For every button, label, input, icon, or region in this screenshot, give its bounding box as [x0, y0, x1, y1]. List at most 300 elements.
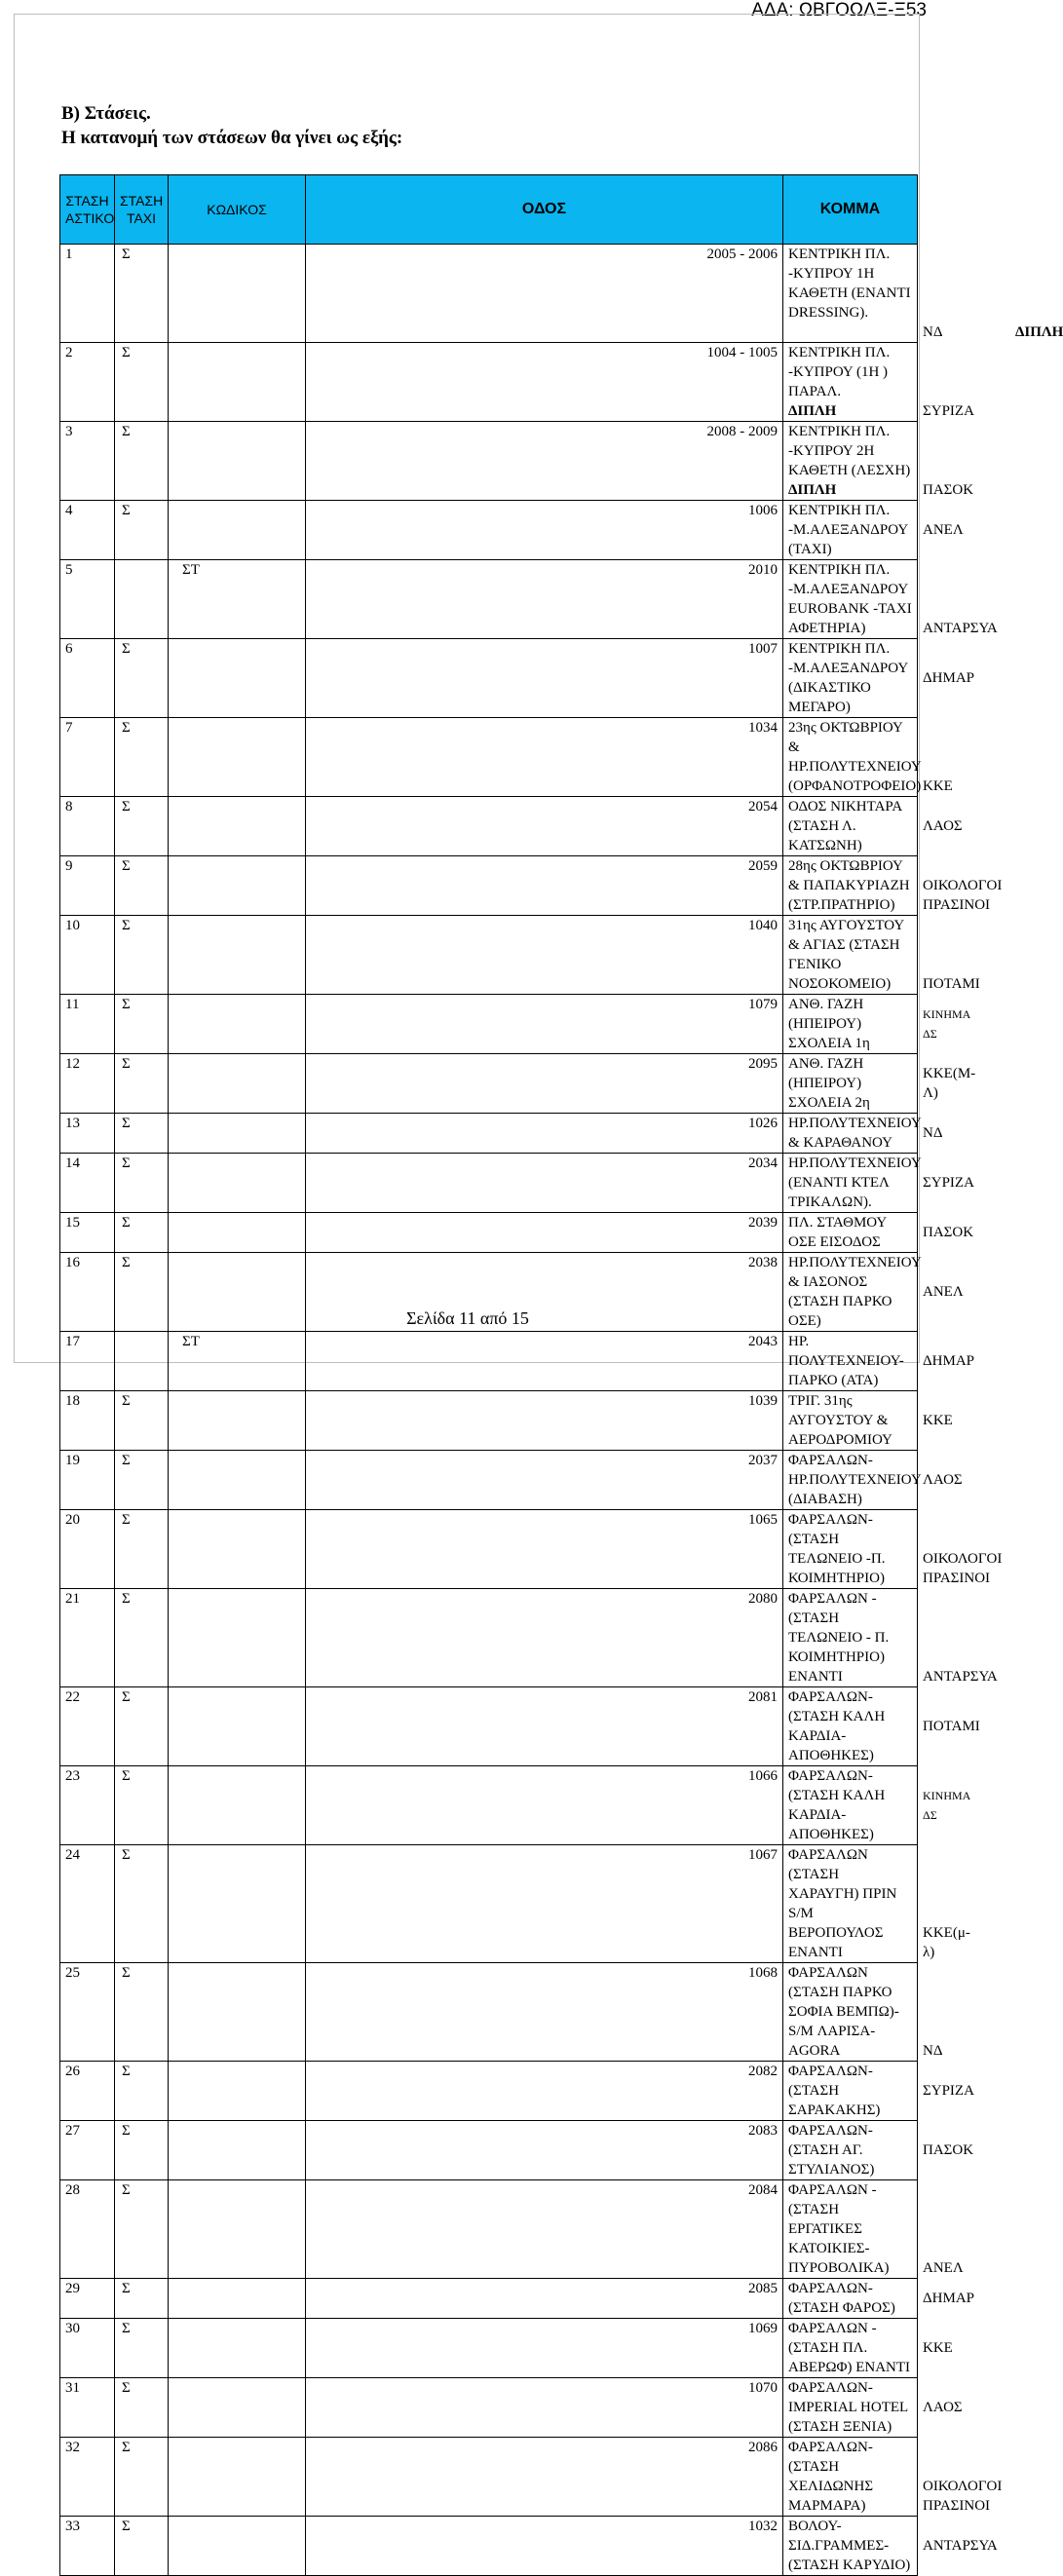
party-cell-text: ΑΝΕΛ — [923, 1284, 964, 1300]
street-cell — [783, 1589, 918, 1687]
code-cell — [306, 2121, 783, 2180]
party-cell-text: ΑΝΕΛ — [923, 522, 964, 538]
row-number-cell — [60, 1510, 115, 1589]
table-header-row — [60, 175, 918, 245]
stasi-astiko-cell — [115, 2062, 169, 2121]
code-cell-text: 1040 — [748, 918, 778, 933]
stasi-taxi-cell — [169, 1154, 306, 1213]
row-number-cell-text: 4 — [65, 503, 73, 518]
code-cell-text: 1026 — [748, 1116, 778, 1131]
code-cell-text: 2086 — [748, 2440, 778, 2455]
row-number-cell — [60, 856, 115, 916]
party-cell-text: ΣΥΡΙΖΑ — [923, 403, 974, 419]
party-cell-text: ΠΑΣΟΚ — [923, 482, 974, 498]
street-cell — [783, 1510, 918, 1589]
street-cell-text: ΑΝΘ. ΓΑΖΗ (ΗΠΕΙΡΟΥ) ΣΧΟΛΕΙΑ 1η — [788, 997, 870, 1051]
stasi-astiko-cell-text: Σ — [122, 2321, 131, 2336]
code-cell — [306, 2279, 783, 2319]
table-row — [60, 1589, 918, 1687]
stasi-astiko-cell — [115, 1845, 169, 1963]
table-row — [60, 560, 918, 639]
code-cell — [306, 1332, 783, 1391]
row-number-cell — [60, 2279, 115, 2319]
table-body — [60, 245, 1063, 2576]
header-stasi-taxi: ΣΤΑΣΗ ΤΑΧΙ — [115, 175, 169, 245]
street-cell-text: ΦΑΡΣΑΛΩΝ- (ΣΤΑΣΗ ΚΑΛΗ ΚΑΡΔΙΑ- ΑΠΟΘΗΚΕΣ) — [788, 1768, 886, 1842]
party-cell-text: ΠΟΤΑΜΙ — [923, 976, 980, 992]
street-cell — [783, 2517, 918, 2576]
header-stasi-astiko: ΣΤΑΣΗ ΑΣΤΙΚΟ — [60, 175, 115, 245]
row-number-cell — [60, 639, 115, 718]
street-cell — [783, 797, 918, 856]
party-cell-text: ΛΑΟΣ — [923, 1472, 963, 1488]
stasi-taxi-cell — [169, 639, 306, 718]
code-cell — [306, 2517, 783, 2576]
code-cell-text: 2085 — [748, 2281, 778, 2296]
code-cell-text: 1068 — [748, 1965, 778, 1981]
table-row — [60, 343, 918, 422]
street-cell — [783, 1154, 922, 1213]
stasi-taxi-cell — [169, 2121, 306, 2180]
table-row — [60, 1213, 918, 1253]
party-cell-text: ΠΑΣΟΚ — [923, 1225, 974, 1240]
party-cell-text: ΠΑΣΟΚ — [923, 2142, 974, 2158]
row-number-cell — [60, 1391, 115, 1451]
stasi-astiko-cell-text: Σ — [122, 2380, 131, 2396]
stasi-taxi-cell-text: ΣΤ — [182, 1334, 200, 1349]
code-cell-text: 2037 — [748, 1453, 778, 1468]
street-cell — [783, 1213, 918, 1253]
stasi-astiko-cell-text: Σ — [122, 1689, 131, 1705]
code-cell — [306, 1845, 783, 1963]
street-cell — [783, 2062, 918, 2121]
street-cell — [783, 2180, 918, 2279]
street-cell-text: ΦΑΡΣΑΛΩΝ-IMPERIAL HOTEL (ΣΤΑΣΗ ΞΕΝΙΑ) — [788, 2380, 908, 2435]
stasi-astiko-cell — [115, 856, 169, 916]
stasi-taxi-cell — [169, 718, 306, 797]
street-cell — [783, 1451, 922, 1510]
row-number-cell — [60, 2378, 115, 2438]
stasi-astiko-cell — [115, 2180, 169, 2279]
stasi-taxi-cell — [169, 1510, 306, 1589]
stasi-taxi-cell — [169, 1054, 306, 1114]
code-cell-text: 1007 — [748, 641, 778, 657]
code-cell — [306, 856, 783, 916]
row-number-cell — [60, 718, 115, 797]
code-cell-text: 2043 — [748, 1334, 778, 1349]
code-cell — [306, 2319, 783, 2378]
stasi-astiko-cell — [115, 1114, 169, 1154]
code-cell-text: 1079 — [748, 997, 778, 1012]
stasi-astiko-cell — [115, 2319, 169, 2378]
table-row — [60, 1054, 918, 1114]
row-number-cell-text: 27 — [65, 2123, 80, 2139]
code-cell — [306, 1114, 783, 1154]
stasi-taxi-cell — [169, 1391, 306, 1451]
stasi-astiko-cell — [115, 639, 169, 718]
stasi-astiko-cell — [115, 916, 169, 995]
street-cell — [783, 856, 918, 916]
header-odos: ΟΔΟΣ — [306, 175, 783, 245]
party-cell-text: ΑΝΤΑΡΣΥΑ — [923, 2538, 998, 2554]
row-number-cell-text: 8 — [65, 799, 73, 814]
row-number-cell-text: 7 — [65, 720, 73, 736]
party-cell-text: ΔΗΜΑΡ — [923, 670, 974, 686]
party-cell-text: ΚΚΕ — [923, 1413, 953, 1428]
party-cell-text: ΚΙΝΗΜΑ ΔΣ — [923, 1007, 970, 1041]
stasi-astiko-cell — [115, 1451, 169, 1510]
street-cell-text: ΦΑΡΣΑΛΩΝ- (ΣΤΑΣΗ ΦΑΡΟΣ) — [788, 2281, 895, 2316]
street-note-double: ΔΙΠΛΗ — [788, 482, 837, 498]
stasi-astiko-cell — [115, 1054, 169, 1114]
code-cell — [306, 1589, 783, 1687]
stasi-astiko-cell-text: Σ — [122, 1155, 131, 1171]
stasi-astiko-cell-text: Σ — [122, 345, 131, 360]
party-cell-text: ΔΗΜΑΡ — [923, 1353, 974, 1369]
row-number-cell-text: 29 — [65, 2281, 80, 2296]
stasi-astiko-cell — [115, 1963, 169, 2062]
table-row — [60, 501, 918, 560]
street-cell-text: ΦΑΡΣΑΛΩΝ - (ΣΤΑΣΗ ΤΕΛΩΝΕΙΟ - Π. ΚΟΙΜΗΤΗΡΙΟ) ΕΝΑΝΤΙ — [788, 1591, 890, 1685]
street-cell-text: 23ης ΟΚΤΩΒΡΙΟΥ & ΗΡ.ΠΟΛΥΤΕΧΝΕΙΟΥ (ΟΡΦΑΝΟΤΡΟΦΕΙΟ) — [788, 720, 922, 794]
code-cell — [306, 797, 783, 856]
street-cell-text: ΚΕΝΤΡΙΚΗ ΠΛ. -ΚΥΠΡΟΥ 1Η ΚΑΘΕΤΗ (ΕΝΑΝΤΙ DRESSING). — [788, 246, 911, 321]
party-cell-text: ΟΙΚΟΛΟΓΟΙ ΠΡΑΣΙΝΟΙ — [923, 1551, 1003, 1586]
party-cell-text: ΟΙΚΟΛΟΓΟΙ ΠΡΑΣΙΝΟΙ — [923, 878, 1003, 913]
code-cell — [306, 245, 783, 343]
table-row — [60, 422, 918, 501]
stasi-astiko-cell-text: Σ — [122, 918, 131, 933]
stasi-astiko-cell-text: Σ — [122, 1768, 131, 1784]
party-cell-text: ΝΔ — [923, 324, 943, 340]
stasi-taxi-cell — [169, 2180, 306, 2279]
street-cell-text: ΚΕΝΤΡΙΚΗ ΠΛ. -Μ.ΑΛΕΞΑΝΔΡΟΥ (ΔΙΚΑΣΤΙΚΟ ΜΕΓΑΡΟ) — [788, 641, 908, 715]
row-number-cell — [60, 2517, 115, 2576]
stasi-astiko-cell — [115, 1154, 169, 1213]
stasi-astiko-cell-text: Σ — [122, 1215, 131, 1231]
code-cell — [306, 1391, 783, 1451]
row-number-cell-text: 15 — [65, 1215, 80, 1231]
street-cell-text: ΗΡ.ΠΟΛΥΤΕΧΝΕΙΟΥ (ΕΝΑΝΤΙ ΚΤΕΛ ΤΡΙΚΑΛΩΝ). — [788, 1155, 922, 1210]
code-cell-text: 1066 — [748, 1768, 778, 1784]
table-row — [60, 1687, 918, 1766]
stasi-taxi-cell — [169, 2062, 306, 2121]
section-subtitle: Η κατανομή των στάσεων θα γίνει ως εξής: — [61, 128, 403, 148]
street-cell — [783, 2279, 918, 2319]
row-number-cell-text: 19 — [65, 1453, 80, 1468]
stasi-astiko-cell-text: Σ — [122, 1847, 131, 1863]
street-cell-text: ΦΑΡΣΑΛΩΝ-(ΣΤΑΣΗ ΑΓ. ΣΤΥΛΙΑΝΟΣ) — [788, 2123, 875, 2178]
party-cell-text: ΣΥΡΙΖΑ — [923, 2083, 974, 2099]
row-number-cell-text: 33 — [65, 2519, 80, 2534]
stasi-astiko-cell — [115, 2121, 169, 2180]
row-number-cell-text: 32 — [65, 2440, 80, 2455]
stasi-taxi-cell — [169, 2378, 306, 2438]
code-cell-text: 2095 — [748, 1056, 778, 1072]
stasi-astiko-cell-text: Σ — [122, 1965, 131, 1981]
stasi-astiko-cell-text: Σ — [122, 1255, 131, 1270]
stasi-astiko-cell — [115, 2517, 169, 2576]
party-cell-text: ΚΚΕ — [923, 778, 953, 794]
code-cell — [306, 2062, 783, 2121]
row-number-cell — [60, 2062, 115, 2121]
street-cell-text: ΗΡ.ΠΟΛΥΤΕΧΝΕΙΟΥ & ΙΑΣΟΝΟΣ (ΣΤΑΣΗ ΠΑΡΚΟ ΟΣΕ) — [788, 1255, 922, 1329]
stasi-astiko-cell — [115, 1391, 169, 1451]
code-cell-text: 1067 — [748, 1847, 778, 1863]
row-number-cell — [60, 916, 115, 995]
table-row — [60, 639, 918, 718]
party-cell-text: ΝΔ — [923, 1125, 943, 1141]
table-row — [60, 2062, 918, 2121]
code-cell-text: 2081 — [748, 1689, 778, 1705]
row-number-cell — [60, 245, 115, 343]
code-cell-text: 2054 — [748, 799, 778, 814]
street-note-double: ΔΙΠΛΗ — [788, 403, 837, 419]
stasi-astiko-cell-text: Σ — [122, 246, 131, 262]
stasi-astiko-cell — [115, 1332, 169, 1391]
row-number-cell — [60, 2180, 115, 2279]
row-number-cell — [60, 1054, 115, 1114]
stasi-astiko-cell — [115, 343, 169, 422]
party-cell-text: ΚΚΕ(Μ-Λ) — [923, 1066, 976, 1101]
code-cell-text: 2082 — [748, 2064, 778, 2079]
table-row — [60, 1510, 918, 1589]
street-cell-text: ΦΑΡΣΑΛΩΝ-(ΣΤΑΣΗ ΚΑΛΗ ΚΑΡΔΙΑ- ΑΠΟΘΗΚΕΣ) — [788, 1689, 886, 1763]
stasi-astiko-cell — [115, 2438, 169, 2517]
party-cell-text: ΑΝΤΑΡΣΥΑ — [923, 1669, 998, 1685]
code-cell — [306, 2438, 783, 2517]
row-number-cell-text: 5 — [65, 562, 73, 578]
row-number-cell — [60, 501, 115, 560]
stasi-taxi-cell — [169, 343, 306, 422]
stasi-taxi-cell — [169, 1332, 306, 1391]
code-cell-text: 1065 — [748, 1512, 778, 1528]
row-number-cell — [60, 1589, 115, 1687]
street-cell-text: ΦΑΡΣΑΛΩΝ- (ΣΤΑΣΗ ΧΕΛΙΔΩΝΗΣ ΜΑΡΜΑΡΑ) — [788, 2440, 874, 2514]
table-row — [60, 245, 918, 343]
street-cell-text: ΦΑΡΣΑΛΩΝ- ΗΡ.ΠΟΛΥΤΕΧΝΕΙΟΥ (ΔΙΑΒΑΣΗ) — [788, 1453, 922, 1507]
row-number-cell — [60, 1114, 115, 1154]
code-cell — [306, 1154, 783, 1213]
stasi-taxi-cell — [169, 1213, 306, 1253]
stasi-astiko-cell — [115, 1213, 169, 1253]
row-number-cell — [60, 1687, 115, 1766]
stasi-astiko-cell-text: Σ — [122, 2281, 131, 2296]
code-cell — [306, 1766, 783, 1845]
stasi-taxi-cell — [169, 2438, 306, 2517]
stasi-astiko-cell-text: Σ — [122, 1591, 131, 1607]
stops-table — [59, 174, 1063, 2576]
stasi-astiko-cell — [115, 1589, 169, 1687]
party-cell-text: ΝΔ — [923, 2043, 943, 2059]
stasi-astiko-cell-text: Σ — [122, 2182, 131, 2198]
row-number-cell-text: 1 — [65, 246, 73, 262]
code-cell — [306, 995, 783, 1054]
code-cell — [306, 1213, 783, 1253]
code-cell-text: 2084 — [748, 2182, 778, 2198]
stasi-astiko-cell — [115, 1687, 169, 1766]
party-cell-text: ΠΟΤΑΜΙ — [923, 1719, 980, 1734]
row-number-cell — [60, 1766, 115, 1845]
row-number-cell — [60, 1213, 115, 1253]
row-number-cell-text: 28 — [65, 2182, 80, 2198]
table-row — [60, 2279, 918, 2319]
street-cell — [783, 343, 918, 422]
row-number-cell-text: 21 — [65, 1591, 80, 1607]
stasi-astiko-cell — [115, 501, 169, 560]
row-number-cell-text: 12 — [65, 1056, 80, 1072]
street-cell — [783, 501, 918, 560]
row-number-cell-text: 25 — [65, 1965, 80, 1981]
stasi-astiko-cell-text: Σ — [122, 2440, 131, 2455]
stasi-astiko-cell-text: Σ — [122, 1453, 131, 1468]
row-number-cell — [60, 2438, 115, 2517]
row-number-cell-text: 6 — [65, 641, 73, 657]
stasi-astiko-cell-text: Σ — [122, 641, 131, 657]
stasi-taxi-cell — [169, 2517, 306, 2576]
stasi-taxi-cell — [169, 1845, 306, 1963]
party-cell-text: ΣΥΡΙΖΑ — [923, 1175, 974, 1191]
header-komma: ΚΟΜΜΑ — [783, 175, 918, 245]
stasi-taxi-cell — [169, 2319, 306, 2378]
table-row — [60, 797, 918, 856]
stasi-taxi-cell — [169, 1963, 306, 2062]
code-cell-text: 1034 — [748, 720, 778, 736]
stasi-astiko-cell — [115, 2378, 169, 2438]
street-cell-text: ΗΡ.ΠΟΛΥΤΕΧΝΕΙΟΥ & ΚΑΡΑΘΑΝΟΥ — [788, 1116, 922, 1151]
street-cell-text: 31ης ΑΥΓΟΥΣΤΟΥ & ΑΓΙΑΣ (ΣΤΑΣΗ ΓΕΝΙΚΟ ΝΟΣΟΚΟΜΕΙΟ) — [788, 918, 904, 992]
street-cell — [783, 422, 918, 501]
row-number-cell-text: 3 — [65, 424, 73, 439]
stasi-astiko-cell — [115, 718, 169, 797]
street-cell-text: ΚΕΝΤΡΙΚΗ ΠΛ. -Μ.ΑΛΕΞΑΝΔΡΟΥ EUROBANK -TAXI ΑΦΕΤΗΡΙΑ) — [788, 562, 912, 636]
stasi-astiko-cell — [115, 2279, 169, 2319]
stasi-astiko-cell-text: Σ — [122, 720, 131, 736]
party-cell-text: ΟΙΚΟΛΟΓΟΙ ΠΡΑΣΙΝΟΙ — [923, 2479, 1003, 2514]
row-number-cell — [60, 1154, 115, 1213]
code-cell-text: 1070 — [748, 2380, 778, 2396]
stasi-astiko-cell-text: Σ — [122, 1393, 131, 1409]
stasi-astiko-cell-text: Σ — [122, 2519, 131, 2534]
code-cell-text: 2039 — [748, 1215, 778, 1231]
street-cell-text: ΤΡΙΓ. 31ης ΑΥΓΟΥΣΤΟΥ & ΑΕΡΟΔΡΟΜΙΟΥ — [788, 1393, 892, 1448]
table-row — [60, 2180, 918, 2279]
stasi-astiko-cell-text: Σ — [122, 1116, 131, 1131]
table-row — [60, 1114, 918, 1154]
row-number-cell-text: 23 — [65, 1768, 80, 1784]
party-cell-text: ΚΚΕ — [923, 2340, 953, 2356]
table-row — [60, 2121, 918, 2180]
stasi-astiko-cell-text: Σ — [122, 424, 131, 439]
street-cell — [783, 995, 918, 1054]
code-cell — [306, 1451, 783, 1510]
code-cell — [306, 501, 783, 560]
street-cell — [783, 560, 918, 639]
stasi-astiko-cell-text: Σ — [122, 858, 131, 874]
code-cell — [306, 2180, 783, 2279]
code-cell-text: 2080 — [748, 1591, 778, 1607]
party-cell-text: ΚΙΝΗΜΑ ΔΣ — [923, 1789, 970, 1822]
stasi-taxi-cell — [169, 1589, 306, 1687]
table-row — [60, 1451, 918, 1510]
row-number-cell-text: 14 — [65, 1155, 80, 1171]
row-number-cell — [60, 2121, 115, 2180]
street-note-double: ΔΙΠΛΗ — [1015, 324, 1063, 340]
stasi-astiko-cell — [115, 1766, 169, 1845]
stasi-taxi-cell — [169, 1766, 306, 1845]
row-number-cell-text: 20 — [65, 1512, 80, 1528]
party-cell-text: ΔΗΜΑΡ — [923, 2291, 974, 2306]
street-cell-text: ΚΕΝΤΡΙΚΗ ΠΛ. -ΚΥΠΡΟΥ 2Η ΚΑΘΕΤΗ (ΛΕΣΧΗ) — [788, 424, 911, 478]
row-number-cell-text: 31 — [65, 2380, 80, 2396]
street-cell — [783, 1332, 918, 1391]
stasi-taxi-cell — [169, 995, 306, 1054]
stasi-taxi-cell — [169, 245, 306, 343]
table-row — [60, 1963, 918, 2062]
row-number-cell-text: 9 — [65, 858, 73, 874]
row-number-cell — [60, 343, 115, 422]
table-row — [60, 916, 918, 995]
row-number-cell — [60, 797, 115, 856]
row-number-cell-text: 11 — [65, 997, 80, 1012]
code-cell-text: 2005 - 2006 — [706, 246, 778, 262]
row-number-cell — [60, 422, 115, 501]
row-number-cell — [60, 2319, 115, 2378]
code-cell — [306, 639, 783, 718]
party-cell-text: ΛΑΟΣ — [923, 818, 963, 834]
page-footer: Σελίδα 11 από 15 — [406, 1308, 529, 1328]
section-title: Β) Στάσεις. — [61, 103, 151, 124]
party-cell-text: ΑΝΤΑΡΣΥΑ — [923, 621, 998, 636]
stasi-astiko-cell-text: Σ — [122, 799, 131, 814]
code-cell-text: 2059 — [748, 858, 778, 874]
table-row — [60, 2378, 918, 2438]
street-cell-text: ΦΑΡΣΑΛΩΝ-(ΣΤΑΣΗ ΤΕΛΩΝΕΙΟ -Π. ΚΟΙΜΗΤΗΡΙΟ) — [788, 1512, 886, 1586]
street-cell — [783, 1391, 918, 1451]
party-cell-text: ΛΑΟΣ — [923, 2400, 963, 2415]
street-cell-text: ΚΕΝΤΡΙΚΗ ΠΛ. -Μ.ΑΛΕΞΑΝΔΡΟΥ (ΤΑΧΙ) — [788, 503, 908, 557]
stasi-astiko-cell-text: Σ — [122, 503, 131, 518]
code-cell — [306, 1054, 783, 1114]
stasi-taxi-cell — [169, 1451, 306, 1510]
row-number-cell — [60, 995, 115, 1054]
stasi-astiko-cell-text: Σ — [122, 1512, 131, 1528]
row-number-cell — [60, 560, 115, 639]
stasi-astiko-cell-text: Σ — [122, 1056, 131, 1072]
street-cell — [783, 718, 922, 797]
street-cell — [783, 1054, 918, 1114]
code-cell — [306, 1687, 783, 1766]
stasi-astiko-cell — [115, 245, 169, 343]
code-cell — [306, 1963, 783, 2062]
code-cell-text: 1039 — [748, 1393, 778, 1409]
street-cell-text: 28ης ΟΚΤΩΒΡΙΟΥ & ΠΑΠΑΚΥΡΙΑΖΗ (ΣΤΡ.ΠΡΑΤΗΡΙΟ) — [788, 858, 910, 913]
table-row — [60, 1766, 918, 1845]
stasi-taxi-cell — [169, 797, 306, 856]
table-row — [60, 1391, 918, 1451]
street-cell-text: ΦΑΡΣΑΛΩΝ -(ΣΤΑΣΗ ΕΡΓΑΤΙΚΕΣ ΚΑΤΟΙΚΙΕΣ-ΠΥΡΟΒΟΛΙΚΑ) — [788, 2182, 890, 2276]
street-cell — [783, 1845, 918, 1963]
table-row — [60, 2517, 918, 2576]
street-cell — [783, 1963, 918, 2062]
code-cell-text: 2034 — [748, 1155, 778, 1171]
code-cell — [306, 422, 783, 501]
stasi-taxi-cell — [169, 1687, 306, 1766]
stasi-taxi-cell — [169, 560, 306, 639]
stasi-astiko-cell — [115, 1510, 169, 1589]
street-cell-text: ΚΕΝΤΡΙΚΗ ΠΛ. -ΚΥΠΡΟΥ (1Η ) ΠΑΡΑΛ. — [788, 345, 891, 399]
street-cell — [783, 2319, 918, 2378]
